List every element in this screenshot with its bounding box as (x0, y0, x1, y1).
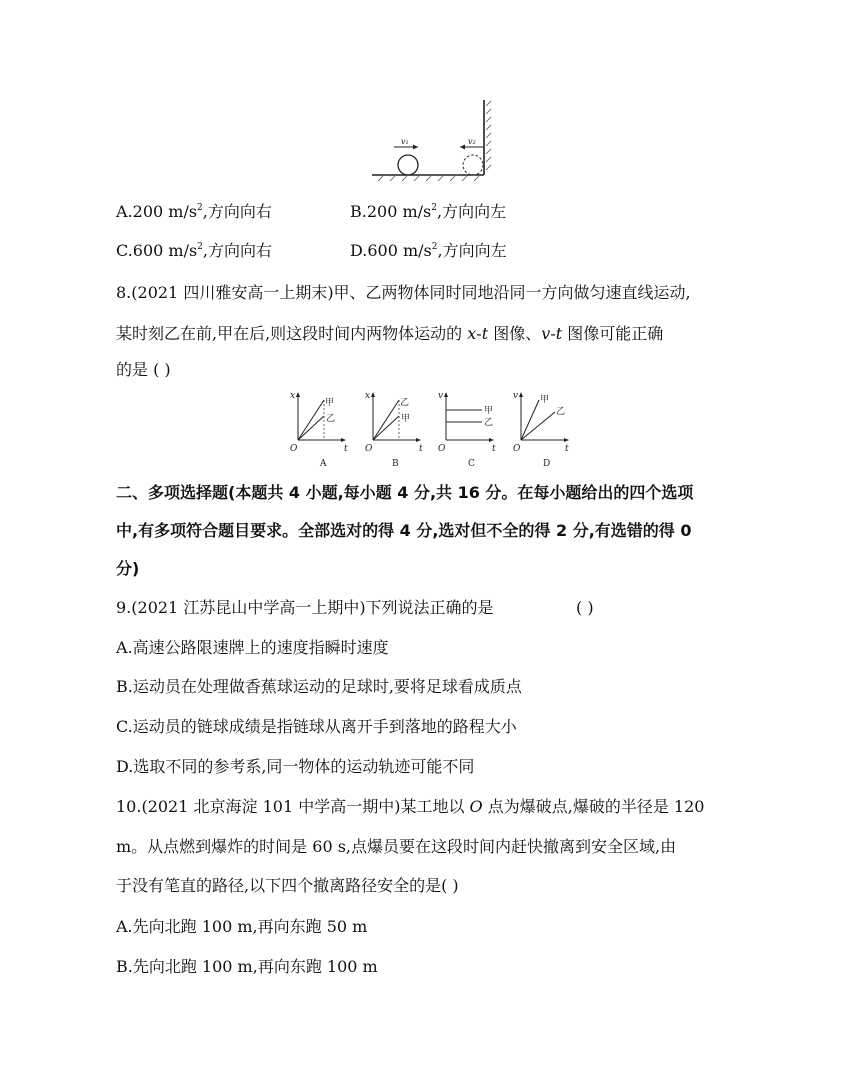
graph-d (513, 391, 569, 469)
ball-solid (398, 155, 418, 175)
graph-a (290, 391, 348, 469)
svg-text:甲: 甲 (401, 414, 411, 424)
svg-text:t: t (565, 444, 569, 454)
svg-text:x: x (290, 391, 296, 401)
collision-figure (368, 96, 494, 182)
svg-text:v: v (513, 391, 519, 401)
section2-line3: 分) (116, 559, 140, 578)
svg-text:O: O (513, 444, 521, 454)
q9-option-b: B.运动员在处理做香蕉球运动的足球时,要将足球看成质点 (116, 677, 522, 696)
section2-line2: 中,有多项符合题目要求。全部选对的得 4 分,选对但不全的得 2 分,有选错的得 0 (116, 521, 692, 540)
svg-text:x: x (365, 391, 371, 401)
svg-text:乙: 乙 (556, 407, 566, 417)
q7-option-c: C.600 $m/s^2$,方向向右 (116, 241, 272, 260)
q10-option-b: B.先向北跑 100 m,再向东跑 100 m (116, 957, 378, 976)
svg-text:乙: 乙 (326, 414, 336, 424)
svg-text:C: C (468, 459, 475, 469)
svg-text:D: D (543, 459, 551, 469)
svg-text:乙: 乙 (484, 418, 494, 428)
q9-bracket: ( ) (576, 598, 594, 617)
svg-text:t: t (419, 444, 423, 454)
svg-text:B: B (392, 459, 399, 469)
svg-text:甲: 甲 (484, 406, 494, 416)
svg-text:O: O (365, 444, 373, 454)
graph-c (438, 391, 496, 469)
q7-option-a: A.200 $m/s^2$,方向向右 (116, 202, 272, 221)
svg-text:O: O (438, 444, 446, 454)
svg-text:乙: 乙 (400, 398, 410, 408)
svg-text:t: t (344, 444, 348, 454)
ball-dashed (463, 155, 483, 175)
graph-b (365, 391, 423, 469)
q10-stem-line3: 于没有笔直的路径,以下四个撤离路径安全的是( ) (116, 876, 459, 895)
q8-graphs (286, 388, 576, 470)
v2-label: v₂ (468, 137, 476, 146)
svg-text:v: v (438, 391, 444, 401)
v1-label: v₁ (401, 137, 409, 146)
q9-option-a: A.高速公路限速牌上的速度指瞬时速度 (116, 638, 389, 657)
svg-text:A: A (320, 459, 327, 469)
section2-line1: 二、多项选择题(本题共 4 小题,每小题 4 分,共 16 分。在每小题给出的四个选项 (116, 483, 694, 502)
q9-option-c: C.运动员的链球成绩是指链球从离开手到落地的路程大小 (116, 717, 517, 736)
q9-option-d: D.选取不同的参考系,同一物体的运动轨迹可能不同 (116, 757, 475, 776)
q8-stem-line3: 的是 ( ) (116, 360, 171, 379)
q7-option-b: B.200 $m/s^2$,方向向左 (350, 202, 507, 221)
svg-text:甲: 甲 (540, 395, 550, 405)
q10-stem-line2: m。从点燃到爆炸的时间是 60 s,点爆员要在这段时间内赶快撤离到安全区域,由 (116, 837, 677, 856)
q10-option-a: A.先向北跑 100 m,再向东跑 50 m (116, 917, 368, 936)
q8-stem-line1: 8.(2021 四川雅安高一上期末)甲、乙两物体同时同地沿同一方向做匀速直线运动, (116, 283, 691, 302)
svg-text:O: O (290, 444, 298, 454)
q9-stem: 9.(2021 江苏昆山中学高一上期中)下列说法正确的是 (116, 598, 494, 617)
q7-option-d: D.600 $m/s^2$,方向向左 (350, 241, 507, 260)
svg-text:甲: 甲 (325, 398, 335, 408)
svg-text:t: t (492, 444, 496, 454)
q10-stem-line1: 10.(2021 北京海淀 101 中学高一期中)某工地以 O 点为爆破点,爆破的半径是 120 (116, 797, 705, 816)
q8-stem-line2: 某时刻乙在前,甲在后,则这段时间内两物体运动的 x-t 图像、v-t 图像可能正确 (116, 324, 664, 343)
